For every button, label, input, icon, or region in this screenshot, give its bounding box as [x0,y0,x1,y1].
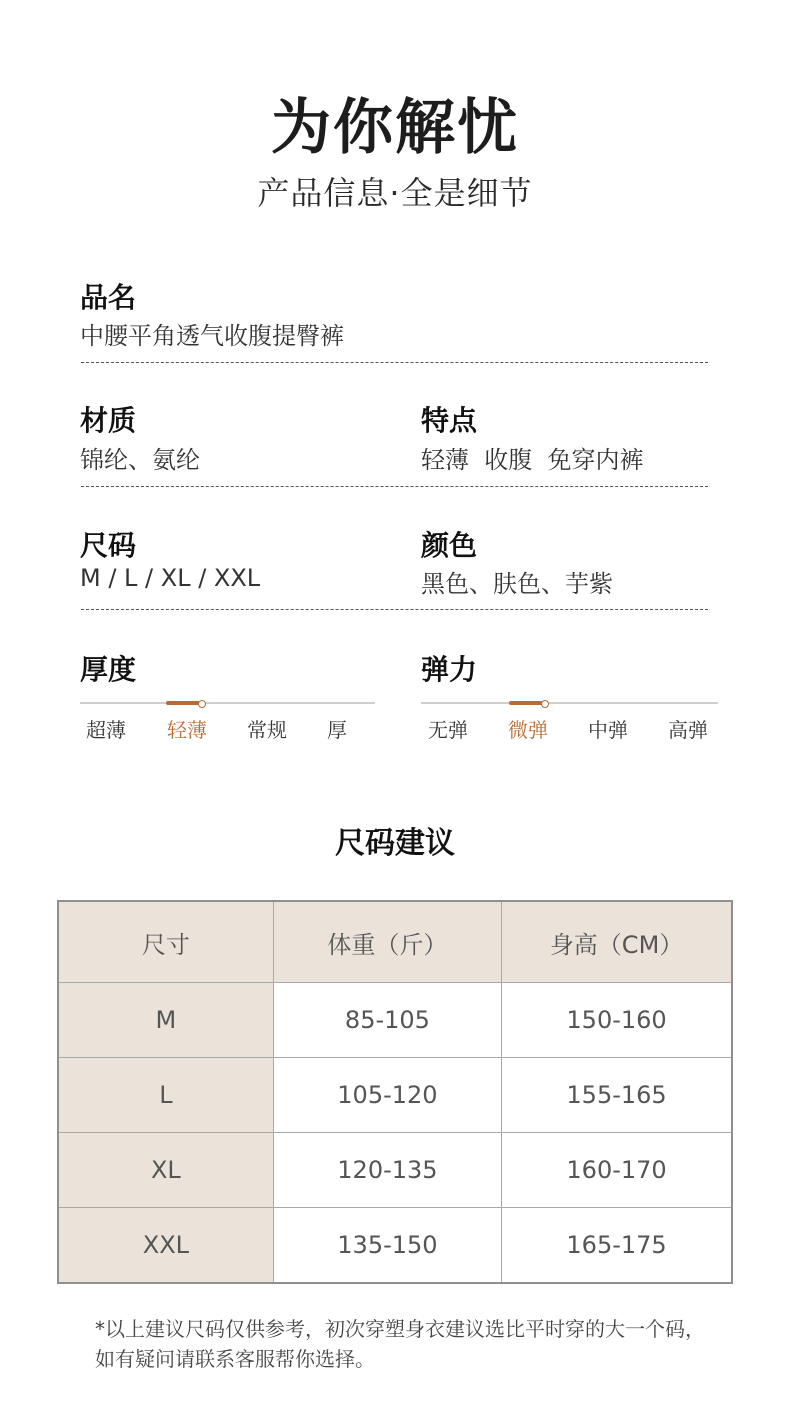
table-row [58,1208,732,1284]
colors-label: 颜色 [421,529,478,562]
thickness-scale-track [80,702,375,704]
table-cell-weight: 135-150 [273,1208,501,1284]
thickness-label: 厚度 [80,653,137,686]
elasticity-option-medium: 中弹 [588,718,628,742]
table-cell-size: XXL [58,1208,273,1284]
table-cell-weight: 105-120 [273,1058,501,1133]
sizes-value: M / L / XL / XXL [80,564,261,592]
features-value: 轻薄 收腹 免穿内裤 [421,446,644,474]
thickness-scale-dot [198,700,206,708]
table-cell-weight: 85-105 [273,983,501,1058]
features-label: 特点 [421,404,478,437]
elasticity-label: 弹力 [421,653,478,686]
table-header-weight: 体重（斤） [273,901,501,983]
table-header-row [58,901,732,983]
thickness-option-ultrathin: 超薄 [86,718,126,742]
material-value: 锦纶、氨纶 [80,446,200,474]
size-guide-table [57,900,733,1284]
elasticity-option-high: 高弹 [668,718,708,742]
size-note-line-1: *以上建议尺码仅供参考，初次穿塑身衣建议选比平时穿的大一个码， [95,1317,705,1341]
page-subtitle: 产品信息·全是细节 [257,174,533,212]
product-name-value: 中腰平角透气收腹提臀裤 [80,322,344,350]
table-header-size: 尺寸 [58,901,273,983]
page-title: 为你解忧 [271,93,519,163]
elasticity-option-none: 无弹 [428,718,468,742]
elasticity-scale-track [421,702,718,704]
table-cell-size: L [58,1058,273,1133]
table-cell-height: 165-175 [502,1208,732,1284]
sizes-label: 尺码 [80,529,137,562]
divider [81,609,708,610]
thickness-option-light: 轻薄 [167,718,207,742]
table-cell-height: 155-165 [502,1058,732,1133]
table-row [58,1133,732,1208]
size-note-line-2: 如有疑问请联系客服帮你选择。 [95,1347,375,1371]
material-label: 材质 [80,404,137,437]
colors-value: 黑色、肤色、芋紫 [421,570,613,598]
table-cell-height: 150-160 [502,983,732,1058]
size-guide-title: 尺码建议 [335,826,455,861]
table-row [58,983,732,1058]
table-cell-weight: 120-135 [273,1133,501,1208]
thickness-scale-indicator [166,701,200,705]
divider [81,362,708,363]
table-cell-height: 160-170 [502,1133,732,1208]
elasticity-scale-indicator [509,701,543,705]
size-note [95,1314,725,1374]
product-name-label: 品名 [80,281,137,314]
thickness-option-regular: 常规 [247,718,287,742]
divider [81,486,708,487]
elasticity-scale-dot [541,700,549,708]
table-cell-size: M [58,983,273,1058]
table-header-height: 身高（CM） [502,901,732,983]
thickness-option-thick: 厚 [327,718,347,742]
table-row [58,1058,732,1133]
table-cell-size: XL [58,1133,273,1208]
elasticity-option-slight: 微弹 [508,718,548,742]
